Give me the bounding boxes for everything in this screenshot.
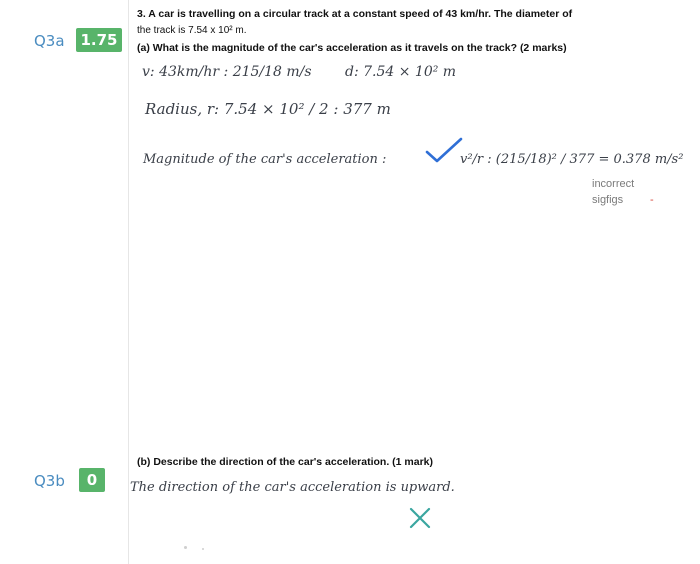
- question-header-line1: 3. A car is travelling on a circular track at a constant speed of 43 km/hr. The diameter of: [137, 8, 573, 20]
- grader-note-incorrect: incorrect: [592, 178, 635, 190]
- part-b-prompt-row: [137, 456, 433, 468]
- part-a-prompt-row: [137, 42, 567, 54]
- question-3a-label: Q3a: [34, 32, 65, 50]
- stray-mark: [184, 546, 187, 549]
- question-3b-score-badge[interactable]: 0: [79, 468, 105, 492]
- part-a-marks: (2 marks): [519, 42, 567, 54]
- work-direction-answer: The direction of the car's acceleration is upward.: [130, 480, 455, 495]
- part-a-prompt: (a) What is the magnitude of the car's acceleration as it travels on the track?: [137, 42, 518, 54]
- cross-mark-icon: [408, 506, 432, 530]
- work-diameter: d: 7.54 × 10² m: [345, 64, 457, 80]
- work-radius: Radius, r: 7.54 × 10² / 2 : 377 m: [145, 100, 391, 118]
- question-3b-label: Q3b: [34, 472, 65, 490]
- gutter-divider: [128, 0, 129, 564]
- check-mark-icon: [424, 136, 464, 164]
- part-b-prompt: (b) Describe the direction of the car's acceleration.: [137, 456, 390, 468]
- work-acceleration-text: Magnitude of the car's acceleration :: [143, 152, 387, 167]
- work-velocity: v: 43km/hr : 215/18 m/s: [142, 64, 312, 80]
- question-3a-score-badge[interactable]: 1.75: [76, 28, 122, 52]
- question-header-line2: the track is 7.54 x 10² m.: [137, 25, 247, 36]
- stray-mark: [202, 548, 204, 550]
- grader-note-sigfigs: sigfigs: [592, 194, 624, 206]
- part-b-marks: (1 mark): [392, 456, 434, 468]
- work-acceleration-formula: v²/r : (215/18)² / 377 = 0.378 m/s²: [460, 152, 684, 167]
- deduction-mark: -: [650, 194, 654, 206]
